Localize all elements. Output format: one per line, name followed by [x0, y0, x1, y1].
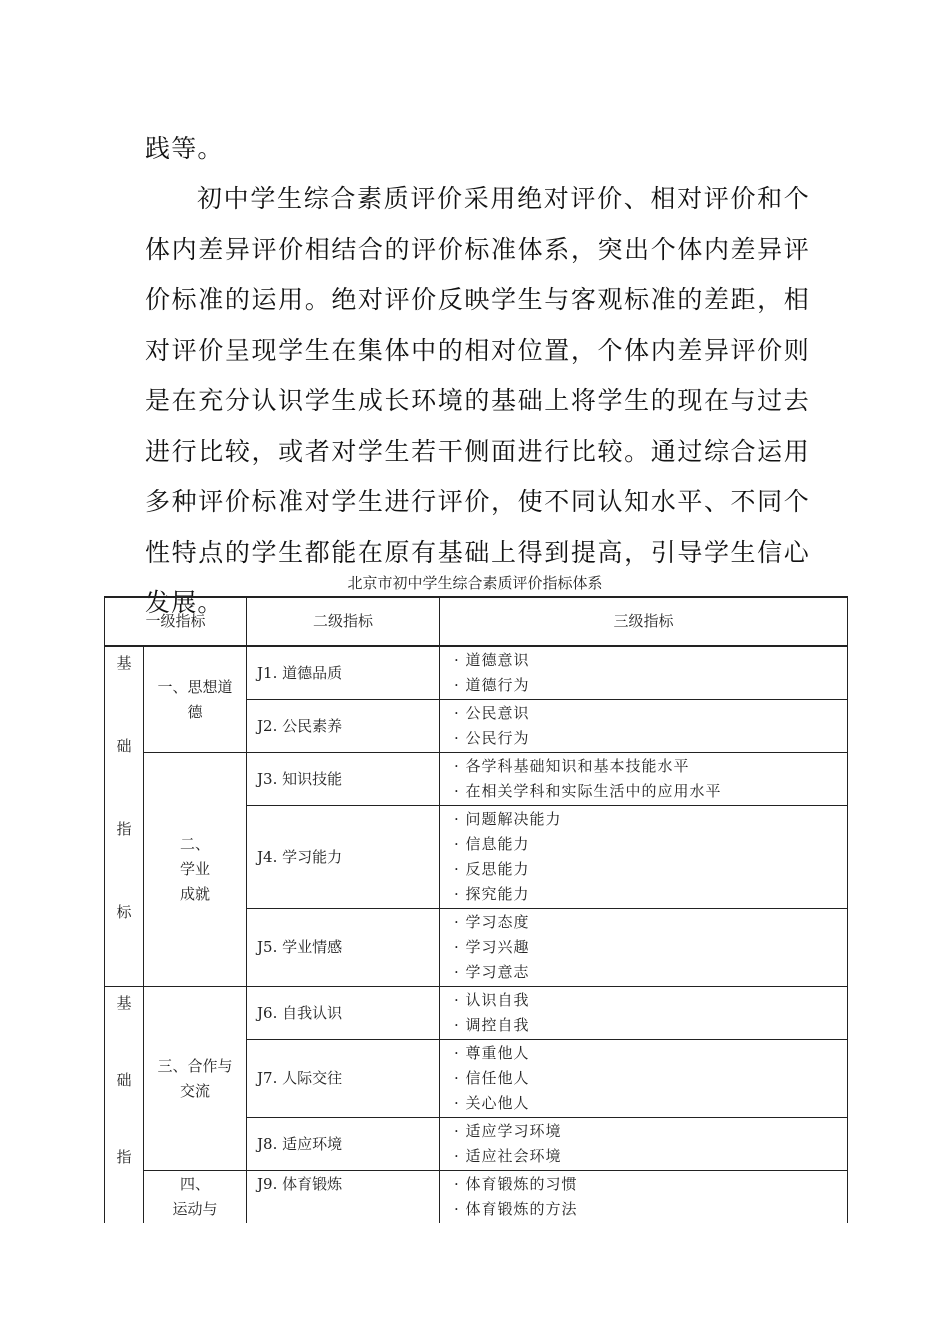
level1-cell-basic-indicators	[105, 646, 144, 987]
header-level1: 一级指标	[105, 597, 247, 646]
j8-label: J8. 适应环境	[247, 1118, 440, 1171]
level1-char: 基	[116, 994, 132, 1012]
level1-char: 标	[116, 903, 132, 921]
list-item: · 在相关学科和实际生活中的应用水平	[454, 782, 722, 800]
list-item: · 学习态度	[454, 913, 530, 931]
j3-label: J3. 知识技能	[247, 753, 440, 806]
list-item: · 公民意识	[454, 704, 530, 722]
category-line: 二、	[180, 835, 211, 853]
table-caption: 北京市初中学生综合素质评价指标体系	[347, 574, 603, 592]
j9-label: J9. 体育锻炼	[247, 1171, 440, 1224]
list-item: · 问题解决能力	[454, 810, 562, 828]
paragraph-continuation: 践等。	[145, 134, 224, 163]
list-item: · 公民行为	[454, 729, 530, 747]
j2-items	[440, 700, 848, 753]
list-item: · 信息能力	[454, 835, 530, 853]
table-row	[105, 753, 848, 806]
j2-label: J2. 公民素养	[247, 700, 440, 753]
list-item: · 各学科基础知识和基本技能水平	[454, 757, 690, 775]
level1-char: 指	[116, 820, 132, 838]
paragraph-evaluation-standards: 初中学生综合素质评价采用绝对评价、相对评价和个体内差异评价相结合的评价标准体系，突出个体内差异评价标准的运用。绝对评价反映学生与客观标准的差距，相对评价呈现学生在集体中的相对位置，个体内差异评价则是在充分认识学生成长环境的基础上将学生的现在与过去进行比较，或者对学生若干侧面进行比较。通过综合运用多种评价标准对学生进行评价，使不同认知水平、不同个性特点的学生都能在原有基础上得到提高，引导学生信心发展。	[145, 184, 810, 617]
level1-char: 基	[116, 654, 132, 672]
list-item: · 学习意志	[454, 963, 530, 981]
j6-label: J6. 自我认识	[247, 987, 440, 1040]
list-item: · 体育锻炼的习惯	[454, 1175, 578, 1193]
j7-items	[440, 1040, 848, 1118]
header-level3: 三级指标	[440, 597, 848, 646]
category-line: 运动与	[172, 1200, 218, 1218]
list-item: · 适应学习环境	[454, 1122, 562, 1140]
j5-label: J5. 学业情感	[247, 909, 440, 987]
j1-items	[440, 646, 848, 700]
j4-label: J4. 学习能力	[247, 806, 440, 909]
level1-char: 础	[116, 737, 132, 755]
category-moral: 一、思想道德	[144, 646, 247, 753]
level1-char: 础	[116, 1071, 132, 1089]
category-line: 四、	[180, 1175, 211, 1193]
list-item: · 调控自我	[454, 1016, 530, 1034]
list-item: · 认识自我	[454, 991, 530, 1009]
j5-items	[440, 909, 848, 987]
table-row	[105, 646, 848, 700]
category-sports	[144, 1171, 247, 1224]
j1-label: J1. 道德品质	[247, 646, 440, 700]
j9-items	[440, 1171, 848, 1224]
list-item: · 探究能力	[454, 885, 530, 903]
table-row	[105, 1171, 848, 1224]
list-item: · 道德行为	[454, 676, 530, 694]
list-item: · 学习兴趣	[454, 938, 530, 956]
list-item: · 关心他人	[454, 1094, 530, 1112]
j7-label: J7. 人际交往	[247, 1040, 440, 1118]
list-item: · 适应社会环境	[454, 1147, 562, 1165]
list-item: · 尊重他人	[454, 1044, 530, 1062]
header-level2: 二级指标	[247, 597, 440, 646]
category-line: 学业	[180, 860, 211, 878]
level1-char: 指	[116, 1148, 132, 1166]
level1-cell-basic-indicators-cont	[105, 987, 144, 1224]
table-row	[105, 987, 848, 1040]
category-line: 成就	[180, 885, 211, 903]
list-item: · 体育锻炼的方法	[454, 1200, 578, 1218]
list-item: · 道德意识	[454, 651, 530, 669]
j6-items	[440, 987, 848, 1040]
j4-items	[440, 806, 848, 909]
category-academic	[144, 753, 247, 987]
list-item: · 反思能力	[454, 860, 530, 878]
j3-items	[440, 753, 848, 806]
list-item: · 信任他人	[454, 1069, 530, 1087]
category-cooperation: 三、合作与交流	[144, 987, 247, 1171]
evaluation-index-table	[104, 596, 848, 1223]
table-header-row	[105, 597, 848, 646]
j8-items	[440, 1118, 848, 1171]
